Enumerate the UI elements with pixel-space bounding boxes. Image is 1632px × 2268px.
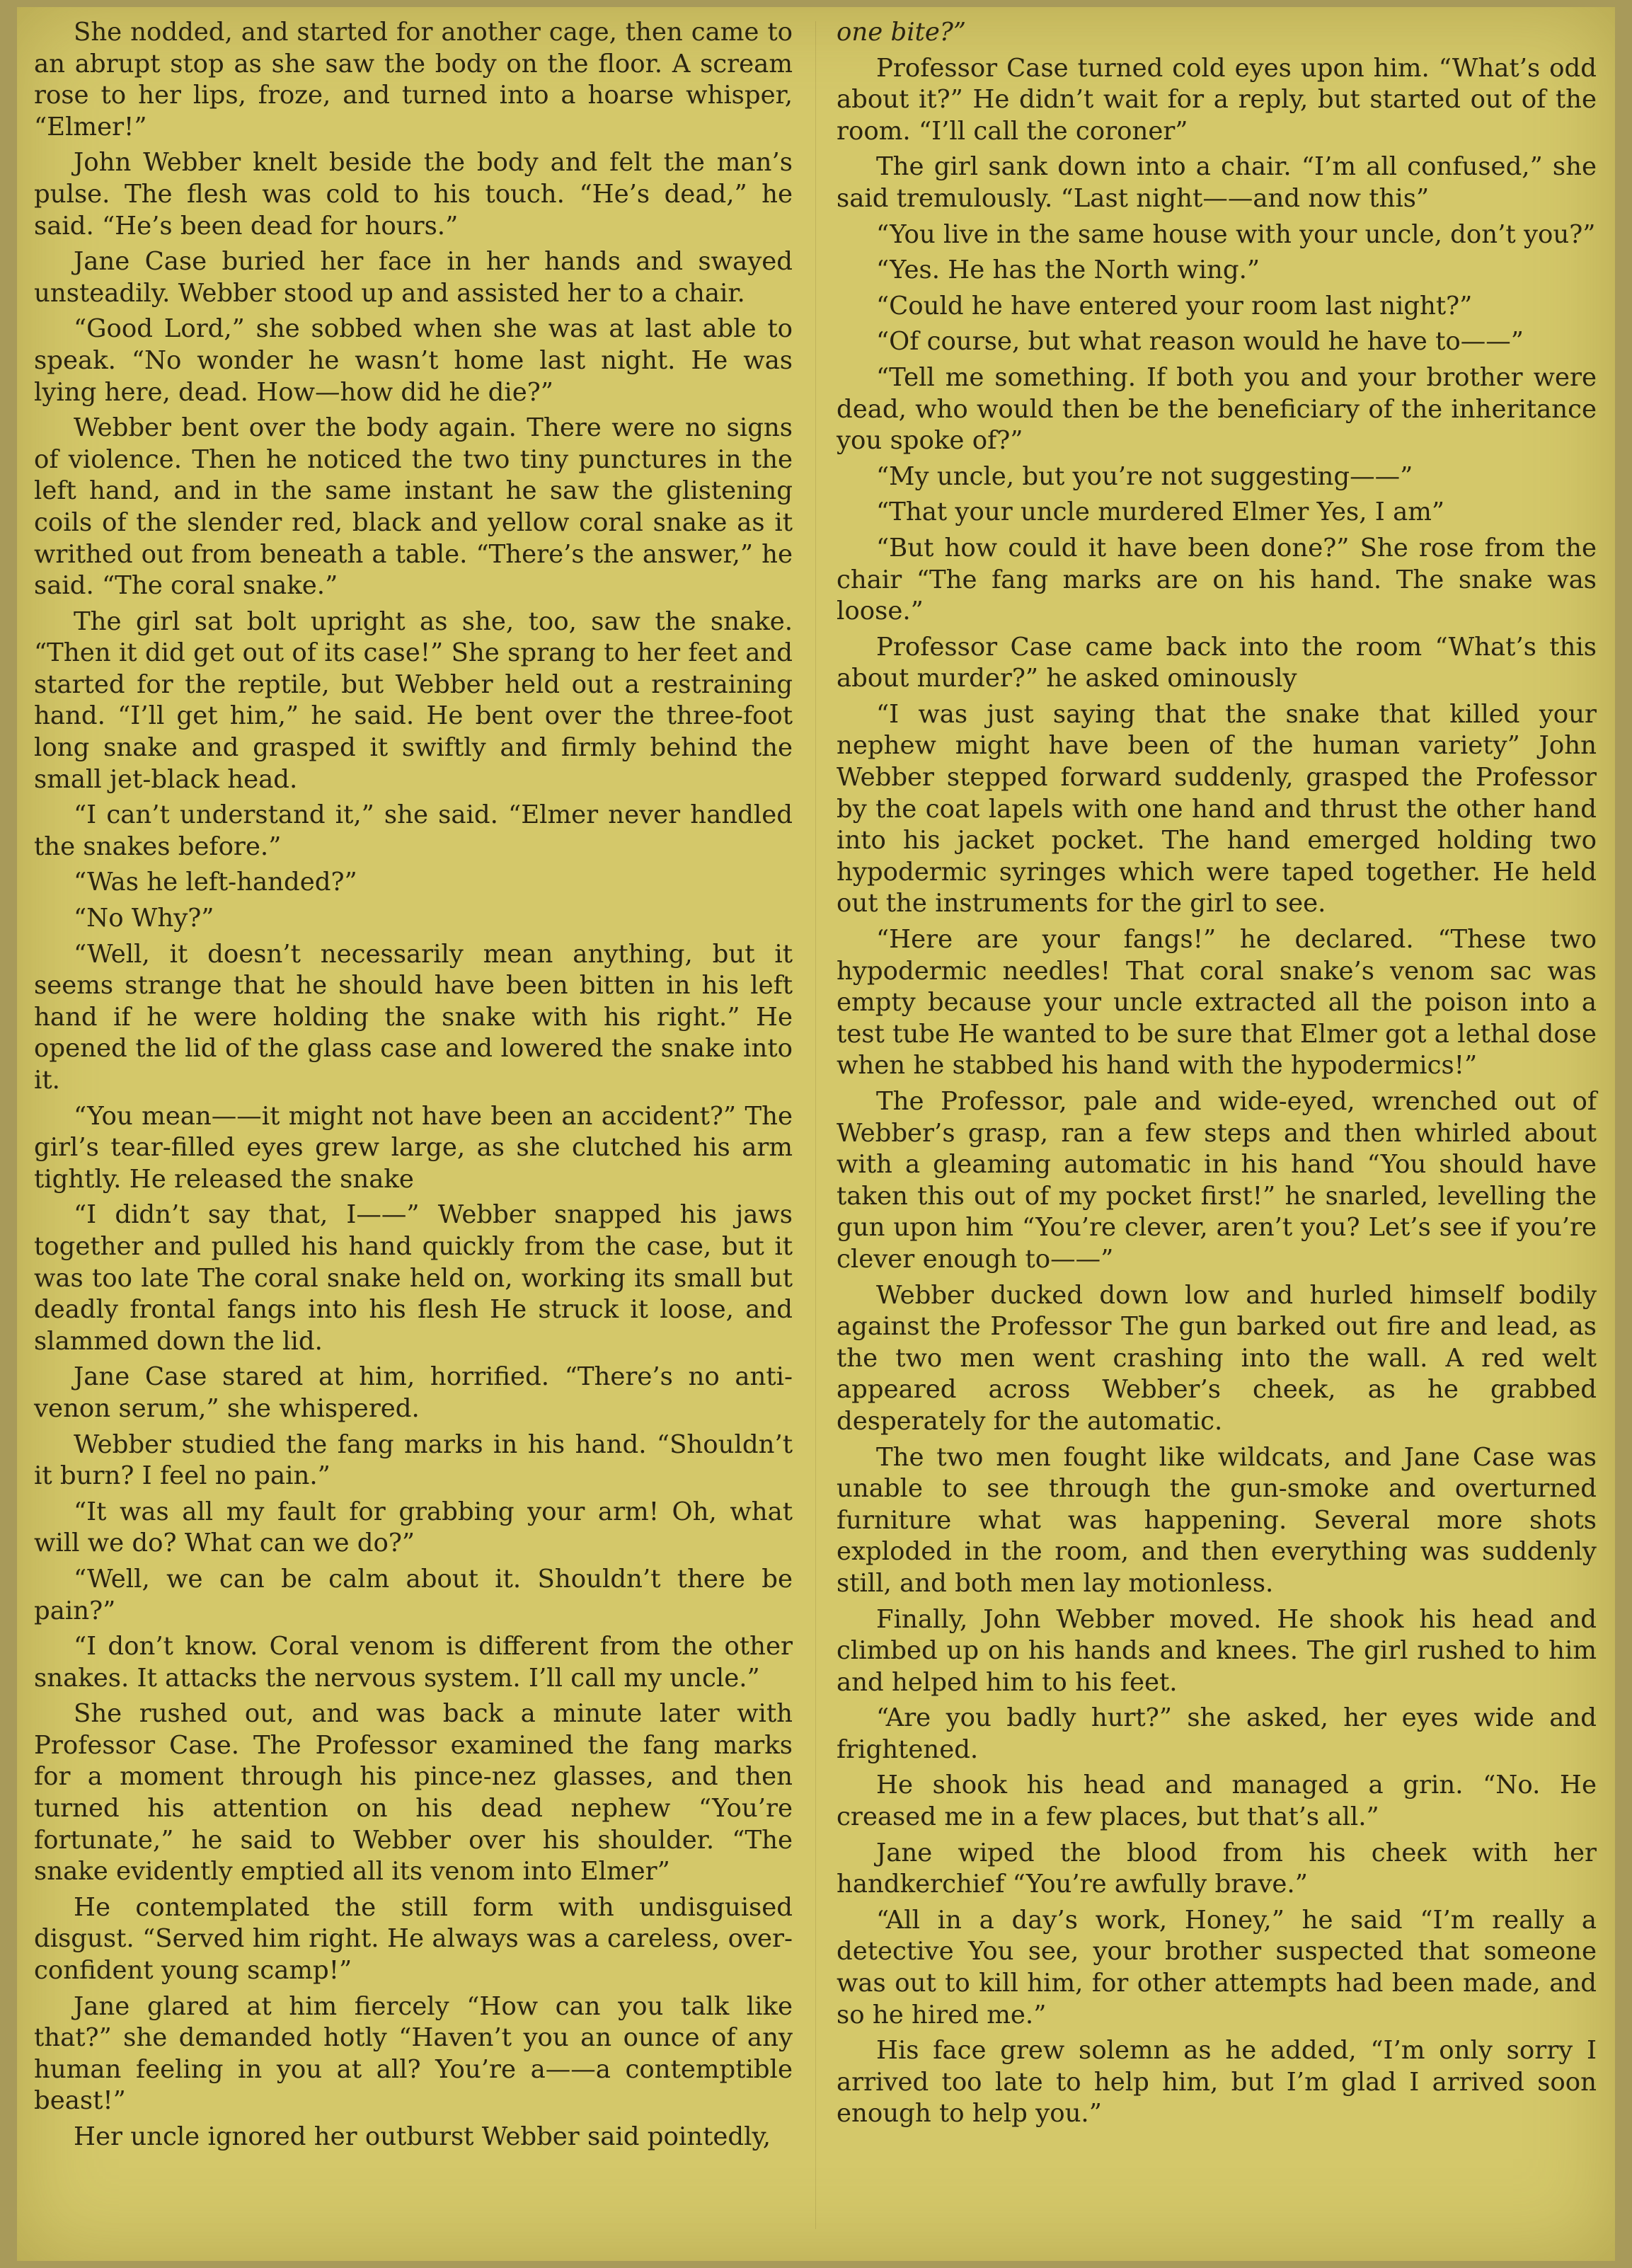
paragraph: Webber bent over the body again. There were no signs of violence. Then he noticed the two tiny punctures in the left hand, and in the same instant he saw the glistening coils of the slender red, black and yellow coral snake as it writhed out from beneath a table. “There’s the answer,” he said. “The coral snake.” [34,413,793,601]
paragraph: “Could he have entered your room last night?” [876,291,1473,321]
story-page [17,7,1615,2261]
paragraph: Jane Case buried her face in her hands and swayed unsteadily. Webber stood up and assisted her to a chair. [34,247,793,308]
paragraph: “Of course, but what reason would he have to——” [876,327,1524,357]
paragraph: “My uncle, but you’re not suggesting——” [876,461,1413,491]
paragraph: Webber studied the fang marks in his hand. “Shouldn’t it burn? I feel no pain.” [34,1429,793,1491]
paragraph: The Professor, pale and wide-eyed, wrenched out of Webber’s grasp, ran a few steps and then whirled about with a gleaming automatic in his hand “You should have taken this out of my pocket first!” he snarled, levelling the gun upon him “You’re clever, aren’t you? Let’s see if you’re clever enough to——” [837,1087,1597,1274]
paragraph: “I was just saying that the snake that killed your nephew might have been of the human variety” John Webber stepped forward suddenly, grasped the Professor by the coat lapels with one hand and thrust the other hand into his jacket pocket. The hand emerged holding two hypodermic syringes which were taped together. He held out the instruments for the girl to see. [837,699,1597,919]
paragraph: “Was he left-handed?” [74,868,357,897]
paragraph: “All in a day’s work, Honey,” he said “I’m really a detective You see, your brother suspected that someone was out to kill him, for other attempts had been made, and so he hired me.” [837,1905,1597,2030]
paragraph: Professor Case turned cold eyes upon him. “What’s odd about it?” He didn’t wait for a reply, but started out of the room. “I’ll call the coroner” [837,53,1597,146]
paragraph: “Well, we can be calm about it. Shouldn’t there be pain?” [34,1564,793,1625]
paragraph: “I don’t know. Coral venom is different from the other snakes. It attacks the nervous system. I’ll call my uncle.” [34,1632,793,1693]
paragraph: Jane wiped the blood from his cheek with her handkerchief “You’re awfully brave.” [837,1838,1597,1899]
paragraph: He shook his head and managed a grin. “No. He creased me in a few places, but that’s all.” [837,1771,1597,1832]
paragraph: “You mean——it might not have been an accident?” The girl’s tear-filled eyes grew large, as she clutched his arm tightly. He released the snake [34,1101,793,1194]
paragraph: Finally, John Webber moved. He shook his head and climbed up on his hands and knees. The girl rushed to him and helped him to his feet. [837,1604,1597,1697]
column-gutter [815,21,816,2229]
paragraph: She nodded, and started for another cage, then came to an abrupt stop as she saw the body on the floor. A scream rose to her lips, froze, and turned into a hoarse whisper, “Elmer!” [34,18,793,142]
paragraph-continuation: one bite?” [837,18,967,47]
paragraph: “Good Lord,” she sobbed when she was at last able to speak. “No wonder he wasn’t home last night. He was lying here, dead. How—how did he die?” [34,314,793,407]
paragraph: “Well, it doesn’t necessarily mean anything, but it seems strange that he should have been bitten in his left hand if he were holding the snake with his right.” He opened the lid of the glass case and lowered the snake into it. [34,939,793,1095]
paragraph: Professor Case came back into the room “What’s this about murder?” he asked ominously [837,632,1597,693]
paragraph: John Webber knelt beside the body and felt the man’s pulse. The flesh was cold to his touch. “He’s dead,” he said. “He’s been dead for hours.” [34,148,793,241]
paragraph: “It was all my fault for grabbing your arm! Oh, what will we do? What can we do?” [34,1497,793,1558]
paragraph: Jane Case stared at him, horrified. “There’s no anti-venon serum,” she whispered. [34,1362,793,1423]
paragraph: The girl sat bolt upright as she, too, saw the snake. “Then it did get out of its case!” She sprang to her feet and started for the reptile, but Webber held out a restraining hand. “I’ll get him,” he said. He bent over the three-foot long snake and grasped it swiftly and firmly behind the small jet-black head. [34,606,793,794]
paragraph: Her uncle ignored her outburst Webber said pointedly, [74,2122,771,2151]
paragraph: His face grew solemn as he added, “I’m only sorry I arrived too late to help him, but I’m glad I arrived soon enough to help you.” [837,2036,1597,2129]
right-column [837,17,1597,2134]
paragraph: The two men fought like wildcats, and Jane Case was unable to see through the gun-smoke and overturned furniture what was happening. Several more shots exploded in the room, and then everything was suddenly still, and both men lay motionless. [837,1442,1597,1598]
paragraph: “That your uncle murdered Elmer Yes, I am” [876,497,1445,527]
paragraph: Webber ducked down low and hurled himself bodily against the Professor The gun barked out fire and lead, as the two men went crashing into the wall. A red welt appeared across Webber’s cheek, as he grabbed desperately for the automatic. [837,1280,1597,1436]
paragraph: “Are you badly hurt?” she asked, her eyes wide and frightened. [837,1703,1597,1764]
paragraph: The girl sank down into a chair. “I’m all confused,” she said tremulously. “Last night——and now this” [837,152,1597,213]
paragraph: “Here are your fangs!” he declared. “These two hypodermic needles! That coral snake’s venom sac was empty because your uncle extracted all the poison into a test tube He wanted to be sure that Elmer got a lethal dose when he stabbed his hand with the hypodermics!” [837,925,1597,1081]
paragraph: He contemplated the still form with undisguised disgust. “Served him right. He always was a careless, over-confident young scamp!” [34,1892,793,1986]
paragraph: She rushed out, and was back a minute later with Professor Case. The Professor examined the fang marks for a moment through his pince-nez glasses, and then turned his attention on his dead nephew “You’re fortunate,” he said to Webber over his shoulder. “The snake evidently emptied all its venom into Elmer” [34,1699,793,1887]
paragraph: “Tell me something. If both you and your brother were dead, who would then be the beneficiary of the inheritance you spoke of?” [837,362,1597,456]
paragraph: “I can’t understand it,” she said. “Elmer never handled the snakes before.” [34,800,793,861]
paragraph: “But how could it have been done?” She rose from the chair “The fang marks are on his hand. The snake was loose.” [837,533,1597,626]
paragraph: Jane glared at him fiercely “How can you talk like that?” she demanded hotly “Haven’t you an ounce of any human feeling in you at all? You’re a——a contemptible beast!” [34,1991,793,2116]
left-column [34,17,793,2158]
paragraph: “No Why?” [74,904,214,933]
paragraph: “You live in the same house with your uncle, don’t you?” [876,219,1596,249]
paragraph: “I didn’t say that, I——” Webber snapped his jaws together and pulled his hand quickly from the case, but it was too late The coral snake held on, working its small but deadly frontal fangs into his flesh He struck it loose, and slammed down the lid. [34,1200,793,1356]
paragraph: “Yes. He has the North wing.” [876,255,1260,285]
